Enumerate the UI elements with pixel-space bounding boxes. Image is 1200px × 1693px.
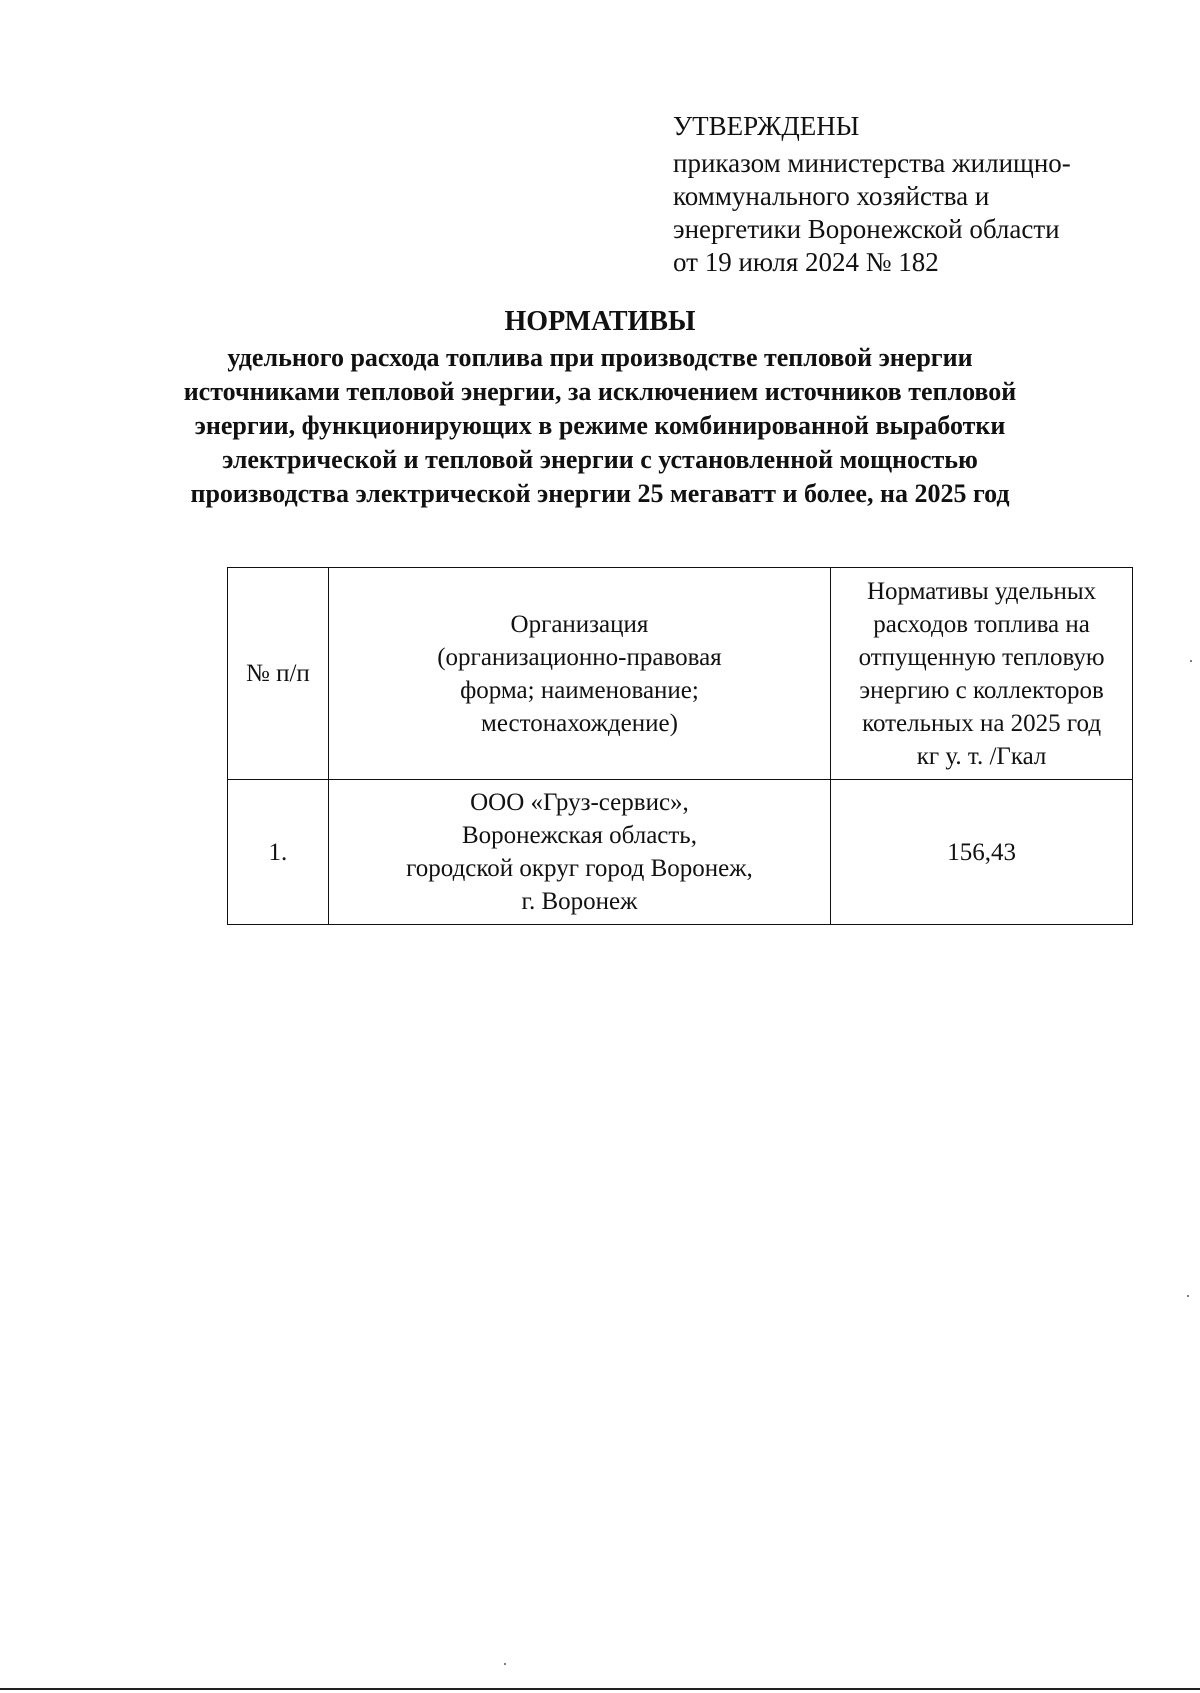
norms-table xyxy=(227,567,1133,925)
row-organization xyxy=(328,780,830,925)
header-norm-line: Нормативы удельных xyxy=(866,577,1097,605)
header-organization-line: (организационно-правовая xyxy=(437,643,722,671)
header-organization-line: местонахождение) xyxy=(481,709,678,737)
header-norm-line: расходов топлива на xyxy=(873,610,1090,638)
header-organization-line: Организация xyxy=(510,610,649,638)
approval-line: приказом министерства жилищно- xyxy=(673,148,1071,178)
title-line: производства электрической энергии 25 мегаватт и более, на 2025 год xyxy=(190,479,1010,508)
row-number: 1. xyxy=(228,780,329,925)
header-norm-line: энергию с коллекторов xyxy=(859,676,1104,704)
title-main: НОРМАТИВЫ xyxy=(504,306,696,337)
header-number: № п/п xyxy=(228,568,329,780)
approval-line: коммунального хозяйства и xyxy=(673,181,990,211)
header-organization-line: форма; наименование; xyxy=(460,676,699,704)
header-norm xyxy=(831,568,1133,780)
table-header-row xyxy=(228,568,1133,780)
table-row xyxy=(228,780,1133,925)
title-line: удельного расхода топлива при производстве тепловой энергии xyxy=(227,343,973,372)
organization-line: г. Воронеж xyxy=(521,888,638,915)
approval-heading: УТВЕРЖДЕНЫ xyxy=(673,111,860,141)
scan-speck xyxy=(1190,660,1192,662)
header-norm-unit: кг у. т. /Гкал xyxy=(916,742,1047,770)
header-norm-line: отпущенную тепловую xyxy=(858,643,1105,671)
document-title xyxy=(100,305,1100,511)
organization-line: ООО «Груз-сервис», xyxy=(470,789,689,816)
scan-bottom-edge xyxy=(0,1688,1200,1690)
organization-line: Воронежская область, xyxy=(461,822,697,849)
scan-speck xyxy=(1187,1295,1189,1297)
approval-line: энергетики Воронежской области xyxy=(673,214,1060,244)
organization-line: городской округ город Воронеж, xyxy=(406,855,753,882)
row-norm-value: 156,43 xyxy=(831,780,1133,925)
scan-speck xyxy=(504,1663,506,1665)
title-line: электрической и тепловой энергии с установленной мощностью xyxy=(222,445,978,474)
header-organization xyxy=(328,568,830,780)
title-line: энергии, функционирующих в режиме комбинированной выработки xyxy=(194,411,1006,440)
approval-order-date: от 19 июля 2024 № 182 xyxy=(673,247,939,277)
approval-block xyxy=(673,110,1143,279)
header-norm-line: котельных на 2025 год xyxy=(862,709,1102,737)
title-line: источниками тепловой энергии, за исключением источников тепловой xyxy=(183,377,1017,406)
